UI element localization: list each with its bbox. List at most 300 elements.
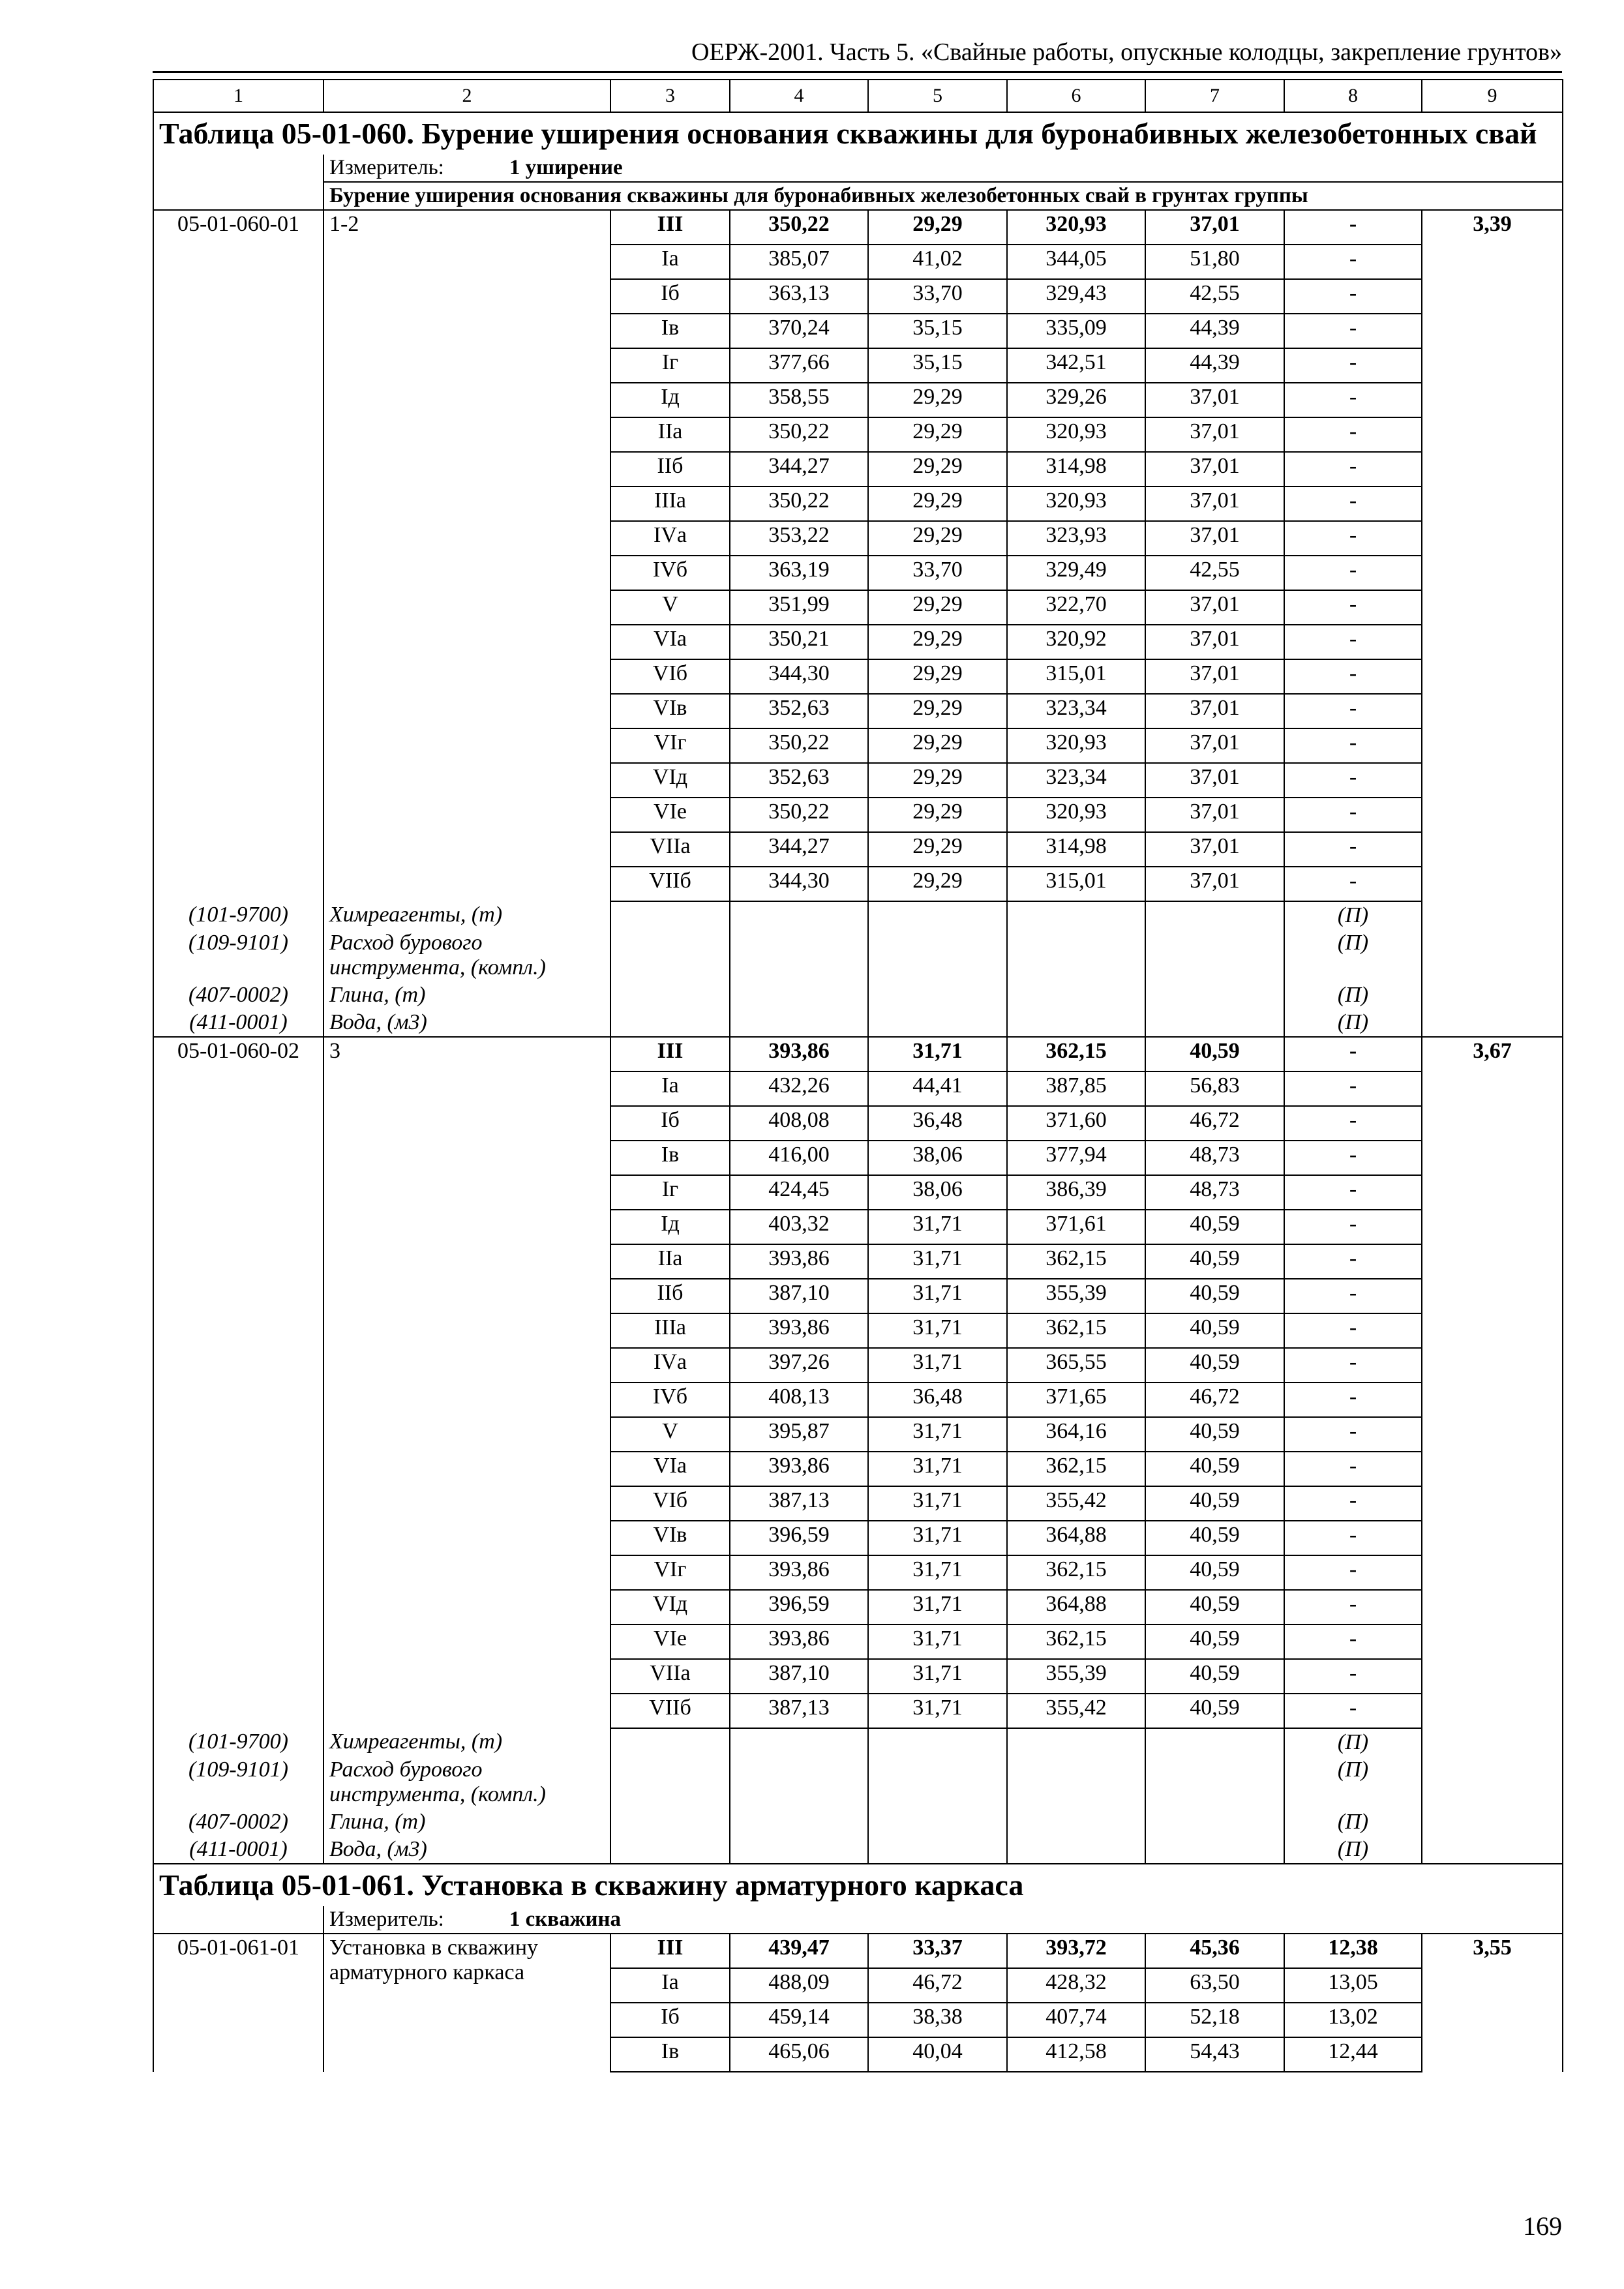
empty-cell	[868, 1756, 1007, 1808]
soil-group-cell: IIб	[610, 1279, 730, 1313]
value-cell: -	[1284, 1210, 1422, 1244]
empty-cell	[1007, 929, 1145, 981]
soil-group-cell: VIа	[610, 625, 730, 659]
empty-cell	[1007, 1009, 1145, 1037]
soil-group-cell: IVб	[610, 1383, 730, 1417]
page-number: 169	[1523, 2211, 1562, 2241]
empty-cell	[610, 1756, 730, 1808]
value-cell: 31,71	[868, 1624, 1007, 1659]
column-number: 5	[868, 80, 1007, 112]
value-cell: 315,01	[1007, 659, 1145, 694]
value-cell: 37,01	[1145, 383, 1284, 417]
rate-row	[153, 1037, 1563, 1071]
soil-group-cell: Iв	[610, 314, 730, 348]
value-cell: -	[1284, 452, 1422, 486]
empty-cell	[1145, 901, 1284, 929]
soil-group-cell: VIд	[610, 763, 730, 798]
rate-row	[153, 210, 1563, 245]
resource-value: (П)	[1284, 901, 1422, 929]
value-cell: 395,87	[730, 1417, 868, 1452]
value-cell: 355,42	[1007, 1486, 1145, 1521]
empty-cell	[868, 981, 1007, 1009]
value-cell: 31,71	[868, 1417, 1007, 1452]
empty-cell	[868, 1836, 1007, 1864]
value-cell: 44,41	[868, 1071, 1007, 1106]
value-cell: -	[1284, 832, 1422, 867]
value-cell: -	[1284, 590, 1422, 625]
value-cell: -	[1284, 1175, 1422, 1210]
value-cell: 320,93	[1007, 728, 1145, 763]
resource-name: Вода, (м3)	[323, 1836, 610, 1864]
value-cell: 396,59	[730, 1590, 868, 1624]
value-cell: 393,86	[730, 1244, 868, 1279]
soil-group-cell: VIг	[610, 728, 730, 763]
resource-code: (109-9101)	[153, 1756, 323, 1808]
soil-group-cell: VIIб	[610, 867, 730, 901]
empty-cell	[610, 1808, 730, 1836]
empty-cell	[610, 1728, 730, 1756]
value-cell: 29,29	[868, 625, 1007, 659]
resource-value: (П)	[1284, 1808, 1422, 1836]
value-cell: 350,22	[730, 486, 868, 521]
resource-value: (П)	[1284, 981, 1422, 1009]
empty-cell	[610, 929, 730, 981]
soil-group-cell: V	[610, 590, 730, 625]
empty-cell	[1145, 1808, 1284, 1836]
soil-group-cell: IIб	[610, 452, 730, 486]
value-cell: 387,85	[1007, 1071, 1145, 1106]
soil-group-cell: VIв	[610, 694, 730, 728]
empty-cell	[1145, 929, 1284, 981]
value-cell: 46,72	[1145, 1106, 1284, 1141]
value-cell: 63,50	[1145, 1968, 1284, 2003]
resource-code: (407-0002)	[153, 1808, 323, 1836]
value-cell: 35,15	[868, 348, 1007, 383]
soil-group-cell: Iд	[610, 1210, 730, 1244]
value-cell: 407,74	[1007, 2003, 1145, 2037]
value-cell: 365,55	[1007, 1348, 1145, 1383]
soil-group-cell: IVб	[610, 556, 730, 590]
value-cell: 33,70	[868, 279, 1007, 314]
empty-cell	[610, 981, 730, 1009]
value-cell: -	[1284, 348, 1422, 383]
value-cell: 350,22	[730, 417, 868, 452]
table-title: Таблица 05-01-061. Установка в скважину арматурного каркаса	[153, 1864, 1563, 1906]
value-cell: -	[1284, 1624, 1422, 1659]
soil-group-cell: VIIа	[610, 832, 730, 867]
column-number: 2	[323, 80, 610, 112]
empty-cell	[1145, 1009, 1284, 1037]
resource-code: (101-9700)	[153, 1728, 323, 1756]
value-cell: -	[1284, 1313, 1422, 1348]
value-cell: 397,26	[730, 1348, 868, 1383]
value-cell: 31,71	[868, 1244, 1007, 1279]
value-cell: -	[1284, 1106, 1422, 1141]
resource-row	[153, 929, 1563, 981]
value-cell: 40,59	[1145, 1037, 1284, 1071]
section-row	[153, 182, 1563, 210]
value-cell: 36,48	[868, 1106, 1007, 1141]
soil-group-cell: Iг	[610, 1175, 730, 1210]
running-title: ОЕРЖ-2001. Часть 5. «Свайные работы, опускные колодцы, закрепление грунтов»	[691, 38, 1562, 66]
value-cell: -	[1284, 486, 1422, 521]
value-cell: 344,30	[730, 867, 868, 901]
value-cell: 44,39	[1145, 314, 1284, 348]
table-title-row	[153, 112, 1563, 155]
resource-name: Расход бурового инструмента, (компл.)	[323, 929, 610, 981]
empty-cell	[1145, 1728, 1284, 1756]
empty-cell	[1145, 981, 1284, 1009]
soil-group-cell: Iб	[610, 2003, 730, 2037]
value-cell: 320,93	[1007, 210, 1145, 245]
resource-code: (109-9101)	[153, 929, 323, 981]
empty-cell	[868, 929, 1007, 981]
empty-cell	[610, 901, 730, 929]
value-cell: 342,51	[1007, 348, 1145, 383]
empty-cell	[1007, 981, 1145, 1009]
soil-group-cell: Iб	[610, 1106, 730, 1141]
resource-name: Глина, (т)	[323, 1808, 610, 1836]
measure-row	[153, 1906, 1563, 1934]
resource-value: (П)	[1284, 1756, 1422, 1808]
soil-group-cell: IIа	[610, 417, 730, 452]
value-cell: 31,71	[868, 1452, 1007, 1486]
value-cell: 352,63	[730, 694, 868, 728]
value-cell: 48,73	[1145, 1175, 1284, 1210]
rate-name: 1-2	[323, 210, 610, 901]
value-cell: 439,47	[730, 1934, 868, 1968]
soil-group-cell: III	[610, 210, 730, 245]
value-cell: 37,01	[1145, 417, 1284, 452]
value-cell: 42,55	[1145, 279, 1284, 314]
value-cell: 29,29	[868, 210, 1007, 245]
value-cell: 351,99	[730, 590, 868, 625]
table-title: Таблица 05-01-060. Бурение уширения основания скважины для буронабивных железобетонных свай	[153, 112, 1563, 155]
measure-label: Измеритель:	[329, 155, 444, 179]
column-number: 9	[1422, 80, 1563, 112]
resource-row	[153, 1728, 1563, 1756]
value-cell: 364,88	[1007, 1590, 1145, 1624]
value-cell: -	[1284, 1037, 1422, 1071]
value-cell: 37,01	[1145, 832, 1284, 867]
soil-group-cell: IVа	[610, 521, 730, 556]
empty-cell	[730, 929, 868, 981]
value-cell: -	[1284, 867, 1422, 901]
empty-cell	[730, 1728, 868, 1756]
value-cell: 344,05	[1007, 245, 1145, 279]
soil-group-cell: IVа	[610, 1348, 730, 1383]
value-cell: 29,29	[868, 659, 1007, 694]
value-cell: 54,43	[1145, 2037, 1284, 2072]
rate-col9: 3,55	[1422, 1934, 1563, 2072]
value-cell: 46,72	[1145, 1383, 1284, 1417]
soil-group-cell: IIа	[610, 1244, 730, 1279]
column-number-row	[153, 80, 1563, 112]
measure-value: 1 скважина	[509, 1908, 622, 1932]
value-cell: 13,05	[1284, 1968, 1422, 2003]
resource-row	[153, 1836, 1563, 1864]
measure-row	[153, 155, 1563, 182]
value-cell: 362,15	[1007, 1313, 1145, 1348]
soil-group-cell: VIд	[610, 1590, 730, 1624]
rate-row	[153, 1934, 1563, 1968]
empty-cell	[1422, 1808, 1563, 1836]
value-cell: 40,59	[1145, 1694, 1284, 1728]
value-cell: 31,71	[868, 1486, 1007, 1521]
value-cell: 29,29	[868, 763, 1007, 798]
value-cell: 31,71	[868, 1555, 1007, 1590]
value-cell: 36,48	[868, 1383, 1007, 1417]
measure-value: 1 уширение	[509, 155, 623, 179]
value-cell: 40,59	[1145, 1624, 1284, 1659]
value-cell: 29,29	[868, 694, 1007, 728]
value-cell: 40,59	[1145, 1417, 1284, 1452]
empty-cell	[1422, 1756, 1563, 1808]
value-cell: 362,15	[1007, 1037, 1145, 1071]
value-cell: -	[1284, 1452, 1422, 1486]
empty-cell	[1007, 901, 1145, 929]
value-cell: 40,59	[1145, 1244, 1284, 1279]
value-cell: 12,38	[1284, 1934, 1422, 1968]
value-cell: 362,15	[1007, 1555, 1145, 1590]
value-cell: 40,59	[1145, 1590, 1284, 1624]
value-cell: -	[1284, 210, 1422, 245]
value-cell: 37,01	[1145, 210, 1284, 245]
value-cell: 465,06	[730, 2037, 868, 2072]
value-cell: 396,59	[730, 1521, 868, 1555]
value-cell: 386,39	[1007, 1175, 1145, 1210]
value-cell: -	[1284, 245, 1422, 279]
measure	[323, 1906, 1563, 1934]
value-cell: 362,15	[1007, 1624, 1145, 1659]
empty-cell	[1422, 981, 1563, 1009]
table-title-row	[153, 1864, 1563, 1906]
soil-group-cell: Iв	[610, 1141, 730, 1175]
soil-group-cell: VIе	[610, 1624, 730, 1659]
resource-name: Химреагенты, (т)	[323, 1728, 610, 1756]
empty-cell	[868, 1728, 1007, 1756]
value-cell: 362,15	[1007, 1244, 1145, 1279]
resource-row	[153, 901, 1563, 929]
value-cell: 40,59	[1145, 1279, 1284, 1313]
empty-cell	[1422, 1728, 1563, 1756]
spacer-cell	[153, 182, 323, 210]
value-cell: 31,71	[868, 1659, 1007, 1694]
value-cell: -	[1284, 659, 1422, 694]
empty-cell	[1007, 1808, 1145, 1836]
value-cell: 393,86	[730, 1624, 868, 1659]
value-cell: 363,19	[730, 556, 868, 590]
soil-group-cell: VIв	[610, 1521, 730, 1555]
value-cell: 35,15	[868, 314, 1007, 348]
empty-cell	[1007, 1756, 1145, 1808]
value-cell: 353,22	[730, 521, 868, 556]
resource-row	[153, 1756, 1563, 1808]
resource-name: Вода, (м3)	[323, 1009, 610, 1037]
value-cell: -	[1284, 1555, 1422, 1590]
value-cell: 393,72	[1007, 1934, 1145, 1968]
resource-name: Глина, (т)	[323, 981, 610, 1009]
soil-group-cell: Iв	[610, 2037, 730, 2072]
soil-group-cell: III	[610, 1037, 730, 1071]
empty-cell	[1007, 1728, 1145, 1756]
value-cell: 37,01	[1145, 728, 1284, 763]
value-cell: 432,26	[730, 1071, 868, 1106]
value-cell: 320,93	[1007, 486, 1145, 521]
value-cell: 377,94	[1007, 1141, 1145, 1175]
value-cell: 40,59	[1145, 1348, 1284, 1383]
empty-cell	[1422, 1009, 1563, 1037]
value-cell: 31,71	[868, 1313, 1007, 1348]
value-cell: 33,37	[868, 1934, 1007, 1968]
value-cell: 40,59	[1145, 1555, 1284, 1590]
value-cell: 320,93	[1007, 798, 1145, 832]
header-rule	[153, 71, 1562, 73]
value-cell: 31,71	[868, 1210, 1007, 1244]
value-cell: -	[1284, 798, 1422, 832]
soil-group-cell: Iа	[610, 245, 730, 279]
value-cell: -	[1284, 728, 1422, 763]
soil-group-cell: III	[610, 1934, 730, 1968]
value-cell: 488,09	[730, 1968, 868, 2003]
value-cell: -	[1284, 314, 1422, 348]
column-number: 1	[153, 80, 323, 112]
value-cell: 29,29	[868, 590, 1007, 625]
value-cell: 37,01	[1145, 521, 1284, 556]
empty-cell	[1145, 1756, 1284, 1808]
value-cell: 335,09	[1007, 314, 1145, 348]
empty-cell	[730, 1808, 868, 1836]
value-cell: 322,70	[1007, 590, 1145, 625]
value-cell: -	[1284, 383, 1422, 417]
value-cell: 51,80	[1145, 245, 1284, 279]
rate-name: 3	[323, 1037, 610, 1728]
value-cell: 29,29	[868, 383, 1007, 417]
resource-code: (411-0001)	[153, 1836, 323, 1864]
value-cell: 344,27	[730, 452, 868, 486]
value-cell: 44,39	[1145, 348, 1284, 383]
value-cell: 344,30	[730, 659, 868, 694]
column-number: 7	[1145, 80, 1284, 112]
value-cell: 385,07	[730, 245, 868, 279]
resource-value: (П)	[1284, 1009, 1422, 1037]
value-cell: 320,93	[1007, 417, 1145, 452]
soil-group-cell: VIа	[610, 1452, 730, 1486]
spacer-cell	[153, 155, 323, 182]
value-cell: 40,59	[1145, 1452, 1284, 1486]
value-cell: -	[1284, 1383, 1422, 1417]
empty-cell	[1422, 901, 1563, 929]
value-cell: 31,71	[868, 1279, 1007, 1313]
value-cell: 29,29	[868, 521, 1007, 556]
soil-group-cell: V	[610, 1417, 730, 1452]
value-cell: 56,83	[1145, 1071, 1284, 1106]
value-cell: 31,71	[868, 1521, 1007, 1555]
resource-row	[153, 1009, 1563, 1037]
value-cell: 329,49	[1007, 556, 1145, 590]
value-cell: 352,63	[730, 763, 868, 798]
value-cell: 314,98	[1007, 452, 1145, 486]
value-cell: -	[1284, 1141, 1422, 1175]
value-cell: 40,59	[1145, 1659, 1284, 1694]
value-cell: 13,02	[1284, 2003, 1422, 2037]
value-cell: -	[1284, 625, 1422, 659]
soil-group-cell: Iб	[610, 279, 730, 314]
empty-cell	[868, 1808, 1007, 1836]
value-cell: -	[1284, 1348, 1422, 1383]
value-cell: 371,60	[1007, 1106, 1145, 1141]
value-cell: 31,71	[868, 1037, 1007, 1071]
value-cell: 37,01	[1145, 452, 1284, 486]
value-cell: 377,66	[730, 348, 868, 383]
value-cell: 31,71	[868, 1694, 1007, 1728]
rate-code: 05-01-061-01	[153, 1934, 323, 2072]
value-cell: 387,13	[730, 1486, 868, 1521]
value-cell: 459,14	[730, 2003, 868, 2037]
value-cell: 40,59	[1145, 1313, 1284, 1348]
value-cell: 41,02	[868, 245, 1007, 279]
value-cell: -	[1284, 1244, 1422, 1279]
empty-cell	[1145, 1836, 1284, 1864]
value-cell: 29,29	[868, 486, 1007, 521]
value-cell: 37,01	[1145, 590, 1284, 625]
table-body	[153, 80, 1563, 2072]
rate-code: 05-01-060-02	[153, 1037, 323, 1728]
value-cell: -	[1284, 1659, 1422, 1694]
value-cell: 371,65	[1007, 1383, 1145, 1417]
rate-code: 05-01-060-01	[153, 210, 323, 901]
value-cell: 29,29	[868, 832, 1007, 867]
empty-cell	[730, 1009, 868, 1037]
value-cell: 387,10	[730, 1279, 868, 1313]
value-cell: -	[1284, 1071, 1422, 1106]
empty-cell	[730, 981, 868, 1009]
resource-code: (411-0001)	[153, 1009, 323, 1037]
value-cell: 355,39	[1007, 1659, 1145, 1694]
resource-value: (П)	[1284, 1836, 1422, 1864]
empty-cell	[1422, 929, 1563, 981]
value-cell: 329,26	[1007, 383, 1145, 417]
value-cell: 350,22	[730, 798, 868, 832]
empty-cell	[610, 1009, 730, 1037]
value-cell: 393,86	[730, 1555, 868, 1590]
column-number: 4	[730, 80, 868, 112]
soil-group-cell: IIIа	[610, 1313, 730, 1348]
value-cell: 40,59	[1145, 1521, 1284, 1555]
value-cell: 29,29	[868, 867, 1007, 901]
empty-cell	[730, 1836, 868, 1864]
value-cell: 323,93	[1007, 521, 1145, 556]
soil-group-cell: VIIб	[610, 1694, 730, 1728]
value-cell: 363,13	[730, 279, 868, 314]
rate-col9: 3,67	[1422, 1037, 1563, 1728]
value-cell: 393,86	[730, 1452, 868, 1486]
measure	[323, 155, 1563, 182]
value-cell: 320,92	[1007, 625, 1145, 659]
value-cell: 38,38	[868, 2003, 1007, 2037]
value-cell: 428,32	[1007, 1968, 1145, 2003]
value-cell: 323,34	[1007, 694, 1145, 728]
value-cell: 350,22	[730, 728, 868, 763]
value-cell: 37,01	[1145, 867, 1284, 901]
value-cell: -	[1284, 279, 1422, 314]
value-cell: 37,01	[1145, 486, 1284, 521]
value-cell: -	[1284, 763, 1422, 798]
value-cell: 46,72	[868, 1968, 1007, 2003]
value-cell: 403,32	[730, 1210, 868, 1244]
value-cell: 42,55	[1145, 556, 1284, 590]
value-cell: -	[1284, 1521, 1422, 1555]
